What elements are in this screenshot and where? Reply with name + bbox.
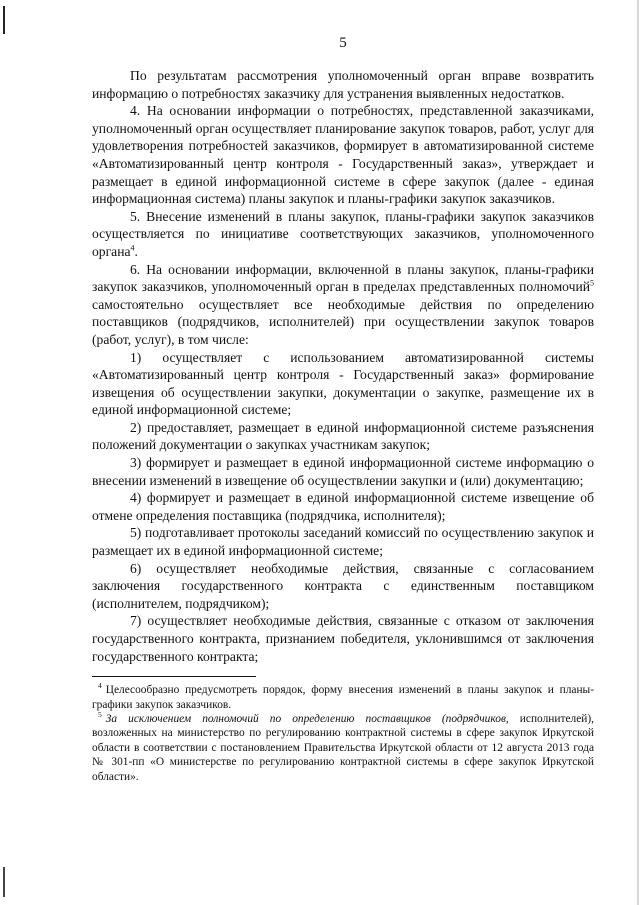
list-item-text: 7) осуществляет необходимые действия, связанные с отказом от заключения государственного контракта, признанием победителя, уклонившимся от заключения государственного контракта; — [92, 613, 594, 664]
body-text — [92, 67, 594, 665]
list-item-4 — [92, 489, 594, 524]
footnote-text: Целесообразно предусмотреть порядок, форму внесения изменений в планы закупок и планы-графики закупок заказчиков. — [92, 684, 594, 711]
scan-edge-mark-bottom — [3, 867, 5, 897]
list-item-2 — [92, 419, 594, 454]
footnote-text: исполнителей), возложенных на министерство по регулированию контрактной системы в сфере закупок Иркутской области в соответствии с постановлением Правительства Иркутской области от 12 августа 2013 года № 301-пп «О министерстве по регулированию контрактной системы в сфере закупок Иркутской области». — [92, 713, 594, 783]
footnote-mark: 4 — [98, 681, 102, 691]
paragraph-text: По результатам рассмотрения уполномоченный орган вправе возвратить информацию о потребностях заказчику для устранения выявленных недостатков. — [92, 68, 594, 101]
list-item-1 — [92, 349, 594, 419]
page-number: 5 — [339, 35, 347, 51]
list-item-3 — [92, 454, 594, 489]
footnote-separator — [92, 676, 256, 677]
paragraph-text: 4. На основании информации о потребностях, представленной заказчиками, уполномоченный орган осуществляет планирование закупок товаров, работ, услуг для удовлетворения потребностей заказчиков, формирует в автоматизированной системе «Автоматизированный центр контроля - Государственный заказ», утверждает и размещает в единой информационной системе в сфере закупок (далее - единая информационная система) планы закупок и планы-графики закупок заказчиков. — [92, 103, 594, 207]
list-item-text: 2) предоставляет, размещает в единой информационной системе разъяснения положений документации о закупках участникам закупок; — [92, 419, 594, 453]
list-item-6 — [92, 560, 594, 613]
paragraph-text-tail: . — [134, 243, 138, 259]
footnote-4 — [92, 683, 594, 712]
scan-edge-mark — [3, 6, 5, 34]
footnote-5 — [92, 712, 594, 784]
paragraph-6 — [92, 261, 594, 349]
footnote-text-italic: За исключением полномочий по определению поставщиков (подрядчиков, — [105, 713, 509, 725]
footnote-mark: 5 — [98, 710, 102, 720]
list-item-text: 4) формирует и размещает в единой информационной системе извещение об отмене определения поставщика (подрядчика, исполнителя); — [92, 490, 594, 523]
document-page — [92, 36, 594, 784]
list-item-text: 3) формирует и размещает в единой информационной системе информацию о внесении изменений в извещение об осуществлении закупки и (или) документацию; — [92, 455, 594, 488]
paragraph-intro — [92, 67, 594, 102]
paragraph-text: 5. Внесение изменений в планы закупок, планы-графики закупок заказчиков осуществляется по инициативе соответствующих заказчиков, уполномоченного органа — [92, 208, 594, 259]
footnotes — [92, 683, 594, 784]
paragraph-text: 6. На основании информации, включенной в планы закупок, планы-графики закупок заказчиков, уполномоченный орган в пределах представленных полномочий — [92, 261, 594, 295]
paragraph-text-tail: самостоятельно осуществляет все необходимые действия по определению поставщиков (подрядчиков, исполнителей) при осуществлении закупок товаров (работ, услуг), в том числе: — [92, 296, 594, 347]
list-item-7 — [92, 612, 594, 665]
footnote-ref-4[interactable]: 4 — [130, 243, 135, 253]
paragraph-5 — [92, 208, 594, 261]
list-item-text: 1) осуществляет с использованием автоматизированной системы «Автоматизированный центр контроля - Государственный заказ» формирование извещения об осуществлении закупки, документации о закупке, размещение их в единой информационной системе; — [92, 349, 594, 418]
footnote-ref-5[interactable]: 5 — [590, 278, 594, 288]
list-item-text: 5) подготавливает протоколы заседаний комиссий по осуществлению закупок и размещает их в единой информационной системе; — [92, 525, 594, 559]
list-item-text: 6) осуществляет необходимые действия, связанные с согласованием заключения государственного контракта с единственным поставщиком (исполнителем, подрядчиком); — [92, 560, 594, 611]
paragraph-4 — [92, 102, 594, 208]
list-item-5 — [92, 524, 594, 559]
scan-edge-shadow — [637, 0, 639, 905]
